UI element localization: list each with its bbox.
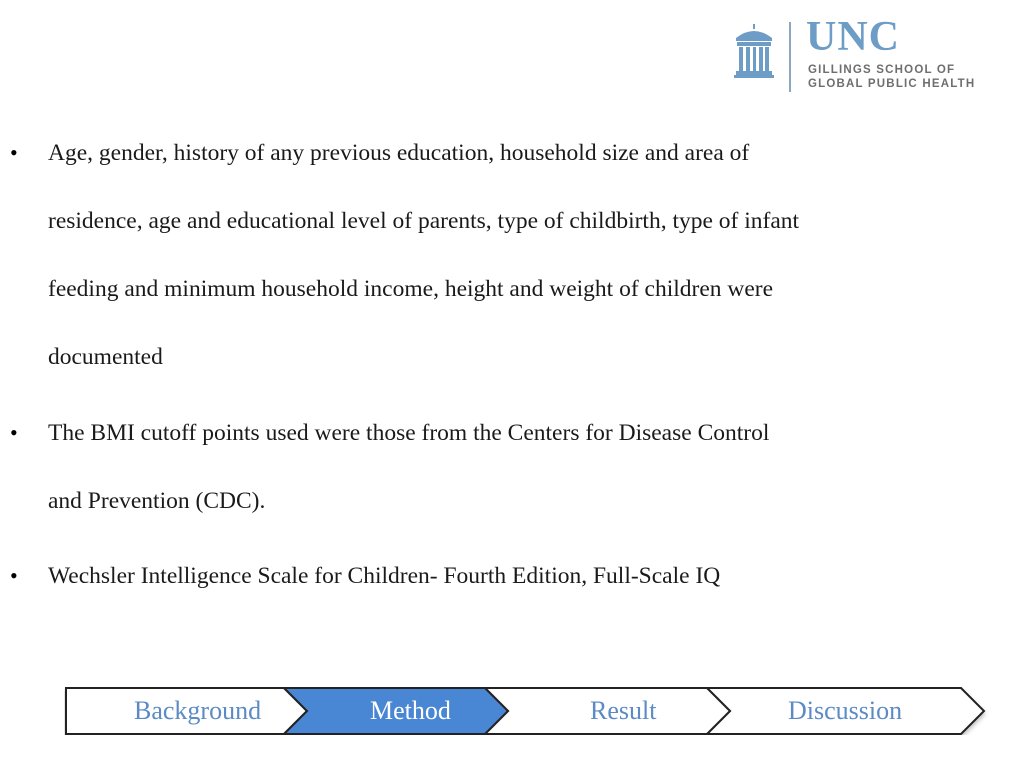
logo-divider [789, 22, 791, 92]
nav-label-discussion[interactable]: Discussion [788, 696, 903, 725]
bullet-text-line: The BMI cutoff points used were those from the Centers for Disease Control [48, 420, 770, 446]
section-navigation [64, 687, 994, 735]
nav-label-result[interactable]: Result [590, 696, 657, 725]
bullet-text-line: documented [48, 344, 163, 370]
nav-label-method[interactable]: Method [370, 696, 451, 725]
bullet-dot: • [10, 420, 18, 445]
logo-line-1: GILLINGS SCHOOL OF [808, 64, 956, 76]
nav-label-background[interactable]: Background [134, 696, 262, 725]
bullet-text-line: Age, gender, history of any previous education, household size and area of [48, 140, 750, 166]
old-well-icon [734, 24, 774, 80]
bullet-text-line: and Prevention (CDC). [48, 488, 266, 514]
bullet-text-line: Wechsler Intelligence Scale for Children- Fourth Edition, Full-Scale IQ [48, 563, 721, 589]
bullet-dot: • [10, 563, 18, 588]
bullet-text-line: residence, age and educational level of parents, type of childbirth, type of infant [48, 208, 800, 234]
logo-line-2: GLOBAL PUBLIC HEALTH [808, 78, 976, 90]
logo-unc-text: UNC [806, 14, 900, 60]
bullet-dot: • [10, 140, 18, 165]
bullet-text-line: feeding and minimum household income, height and weight of children were [48, 276, 774, 302]
unc-gillings-logo [734, 14, 1009, 94]
